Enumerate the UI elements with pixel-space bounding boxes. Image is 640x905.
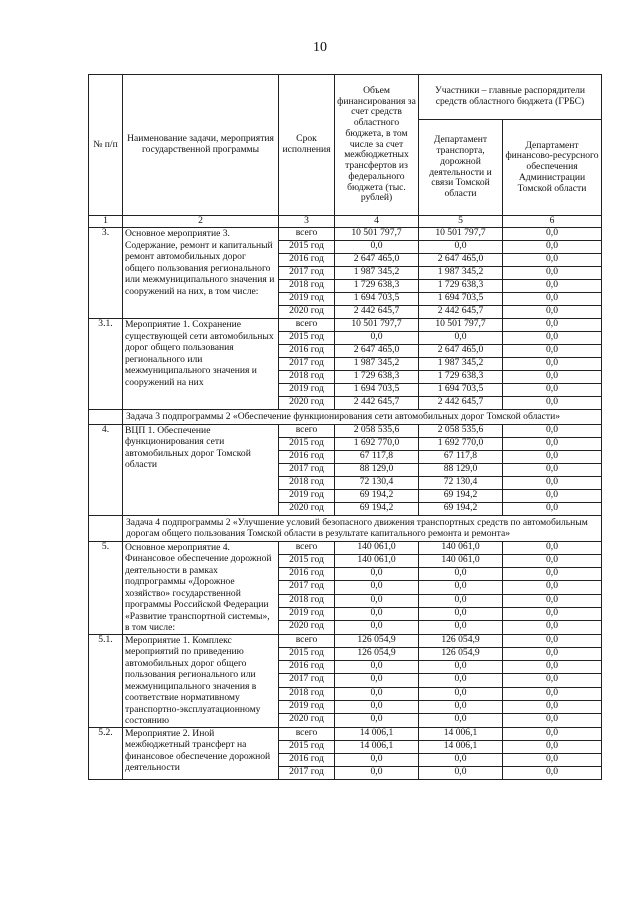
table-row [89, 634, 602, 647]
dept-transport-cell: 0,0 [419, 581, 503, 594]
year-cell: всего [279, 727, 335, 740]
item-number: 5. [89, 541, 123, 634]
year-cell: всего [279, 319, 335, 332]
page-number: 10 [313, 40, 327, 55]
year-cell: всего [279, 424, 335, 437]
volume-cell: 10 501 797,7 [335, 319, 419, 332]
volume-cell: 69 194,2 [335, 502, 419, 515]
header-participants: Участники – главные распорядители средств областного бюджета (ГРБС) [419, 75, 602, 120]
year-cell: 2020 год [279, 502, 335, 515]
dept-transport-cell: 140 061,0 [419, 554, 503, 567]
task-title: Задача 4 подпрограммы 2 «Улучшение условий безопасного движения транспортных средств по автомобильным дорогам общего пользования Томской области в результате капитального ремонта и ремонта» [123, 515, 602, 541]
item-name: Основное мероприятие 4. Финансовое обеспечение дорожной деятельности в рамках подпрограммы «Дорожное хозяйство» государственной программы Российской Федерации «Развитие транспортной системы», в том числе: [123, 541, 279, 634]
volume-cell: 0,0 [335, 621, 419, 634]
col-number: 6 [503, 216, 602, 228]
table-row [89, 424, 602, 437]
header-dept-transport: Департамент транспорта, дорожной деятельности и связи Томской области [419, 120, 503, 216]
year-cell: 2019 год [279, 700, 335, 713]
task-no-cell [89, 515, 123, 541]
header-name: Наименование задачи, мероприятия государственной программы [123, 75, 279, 216]
year-cell: 2016 год [279, 753, 335, 766]
column-numbers-row [89, 216, 602, 228]
year-cell: 2018 год [279, 371, 335, 384]
dept-finance-cell: 0,0 [503, 753, 602, 766]
volume-cell: 1 987 345,2 [335, 267, 419, 280]
task-row [89, 515, 602, 541]
volume-cell: 14 006,1 [335, 727, 419, 740]
dept-finance-cell: 0,0 [503, 489, 602, 502]
volume-cell: 67 117,8 [335, 450, 419, 463]
volume-cell: 69 194,2 [335, 489, 419, 502]
dept-finance-cell: 0,0 [503, 607, 602, 620]
dept-finance-cell: 0,0 [503, 661, 602, 674]
year-cell: 2017 год [279, 766, 335, 779]
year-cell: 2016 год [279, 568, 335, 581]
year-cell: 2017 год [279, 267, 335, 280]
year-cell: 2015 год [279, 332, 335, 345]
dept-finance-cell: 0,0 [503, 371, 602, 384]
dept-transport-cell: 10 501 797,7 [419, 228, 503, 241]
task-row [89, 410, 602, 425]
col-number: 4 [335, 216, 419, 228]
table-row [89, 228, 602, 241]
task-title: Задача 3 подпрограммы 2 «Обеспечение функционирования сети автомобильных дорог Томской области» [123, 410, 602, 425]
dept-transport-cell: 0,0 [419, 621, 503, 634]
year-cell: 2020 год [279, 621, 335, 634]
volume-cell: 1 987 345,2 [335, 358, 419, 371]
dept-finance-cell: 0,0 [503, 568, 602, 581]
dept-transport-cell: 126 054,9 [419, 634, 503, 647]
year-cell: 2017 год [279, 581, 335, 594]
dept-transport-cell: 2 442 645,7 [419, 306, 503, 319]
year-cell: 2015 год [279, 647, 335, 660]
dept-transport-cell: 0,0 [419, 568, 503, 581]
dept-transport-cell: 67 117,8 [419, 450, 503, 463]
year-cell: 2016 год [279, 661, 335, 674]
task-no-cell [89, 410, 123, 425]
dept-finance-cell: 0,0 [503, 674, 602, 687]
volume-cell: 0,0 [335, 714, 419, 727]
year-cell: 2017 год [279, 358, 335, 371]
volume-cell: 88 129,0 [335, 463, 419, 476]
item-number: 5.1. [89, 634, 123, 727]
item-number: 3. [89, 228, 123, 319]
dept-finance-cell: 0,0 [503, 358, 602, 371]
year-cell: 2018 год [279, 280, 335, 293]
volume-cell: 0,0 [335, 241, 419, 254]
dept-finance-cell: 0,0 [503, 450, 602, 463]
dept-finance-cell: 0,0 [503, 581, 602, 594]
volume-cell: 72 130,4 [335, 476, 419, 489]
item-name: Мероприятие 1. Сохранение существующей сети автомобильных дорог общего пользования регионального или межмуниципального значения и сооружений на них [123, 319, 279, 410]
dept-transport-cell: 69 194,2 [419, 489, 503, 502]
dept-transport-cell: 0,0 [419, 594, 503, 607]
table-row [89, 319, 602, 332]
dept-finance-cell: 0,0 [503, 241, 602, 254]
volume-cell: 1 692 770,0 [335, 437, 419, 450]
volume-cell: 0,0 [335, 687, 419, 700]
col-number: 3 [279, 216, 335, 228]
dept-transport-cell: 0,0 [419, 687, 503, 700]
col-number: 5 [419, 216, 503, 228]
volume-cell: 2 647 465,0 [335, 254, 419, 267]
dept-transport-cell: 126 054,9 [419, 647, 503, 660]
dept-finance-cell: 0,0 [503, 714, 602, 727]
volume-cell: 0,0 [335, 674, 419, 687]
dept-transport-cell: 0,0 [419, 661, 503, 674]
dept-transport-cell: 0,0 [419, 753, 503, 766]
dept-transport-cell: 14 006,1 [419, 727, 503, 740]
volume-cell: 1 729 638,3 [335, 371, 419, 384]
item-number: 5.2. [89, 727, 123, 779]
col-number: 2 [123, 216, 279, 228]
volume-cell: 126 054,9 [335, 634, 419, 647]
year-cell: 2018 год [279, 687, 335, 700]
year-cell: 2015 год [279, 554, 335, 567]
year-cell: 2017 год [279, 674, 335, 687]
dept-finance-cell: 0,0 [503, 306, 602, 319]
item-name: Мероприятие 2. Иной межбюджетный трансферт на финансовое обеспечение дорожной деятельности [123, 727, 279, 779]
dept-finance-cell: 0,0 [503, 687, 602, 700]
year-cell: всего [279, 541, 335, 554]
dept-finance-cell: 0,0 [503, 424, 602, 437]
year-cell: 2019 год [279, 293, 335, 306]
col-number: 1 [89, 216, 123, 228]
dept-finance-cell: 0,0 [503, 345, 602, 358]
year-cell: 2016 год [279, 450, 335, 463]
year-cell: 2019 год [279, 489, 335, 502]
year-cell: 2020 год [279, 306, 335, 319]
dept-transport-cell: 1 694 703,5 [419, 293, 503, 306]
dept-transport-cell: 0,0 [419, 241, 503, 254]
volume-cell: 2 647 465,0 [335, 345, 419, 358]
dept-transport-cell: 1 987 345,2 [419, 267, 503, 280]
dept-transport-cell: 140 061,0 [419, 541, 503, 554]
dept-finance-cell: 0,0 [503, 700, 602, 713]
dept-finance-cell: 0,0 [503, 740, 602, 753]
year-cell: 2020 год [279, 714, 335, 727]
volume-cell: 0,0 [335, 332, 419, 345]
dept-transport-cell: 0,0 [419, 700, 503, 713]
year-cell: 2018 год [279, 476, 335, 489]
volume-cell: 0,0 [335, 607, 419, 620]
year-cell: 2017 год [279, 463, 335, 476]
dept-transport-cell: 2 647 465,0 [419, 345, 503, 358]
dept-finance-cell: 0,0 [503, 280, 602, 293]
dept-transport-cell: 72 130,4 [419, 476, 503, 489]
dept-transport-cell: 1 729 638,3 [419, 280, 503, 293]
dept-finance-cell: 0,0 [503, 766, 602, 779]
dept-transport-cell: 0,0 [419, 674, 503, 687]
volume-cell: 0,0 [335, 700, 419, 713]
volume-cell: 1 694 703,5 [335, 293, 419, 306]
volume-cell: 1 694 703,5 [335, 384, 419, 397]
volume-cell: 2 442 645,7 [335, 397, 419, 410]
table-row [89, 727, 602, 740]
volume-cell: 2 442 645,7 [335, 306, 419, 319]
header-volume: Объем финансирования за счет средств областного бюджета, в том числе за счет межбюджетных трансфертов из федерального бюджета (тыс. рублей) [335, 75, 419, 216]
dept-transport-cell: 2 442 645,7 [419, 397, 503, 410]
dept-finance-cell: 0,0 [503, 463, 602, 476]
dept-transport-cell: 0,0 [419, 607, 503, 620]
dept-finance-cell: 0,0 [503, 228, 602, 241]
volume-cell: 14 006,1 [335, 740, 419, 753]
dept-finance-cell: 0,0 [503, 267, 602, 280]
volume-cell: 1 729 638,3 [335, 280, 419, 293]
dept-transport-cell: 1 694 703,5 [419, 384, 503, 397]
dept-finance-cell: 0,0 [503, 319, 602, 332]
dept-finance-cell: 0,0 [503, 397, 602, 410]
volume-cell: 0,0 [335, 753, 419, 766]
dept-finance-cell: 0,0 [503, 502, 602, 515]
dept-finance-cell: 0,0 [503, 293, 602, 306]
year-cell: 2020 год [279, 397, 335, 410]
financing-table [88, 74, 602, 780]
year-cell: 2016 год [279, 345, 335, 358]
volume-cell: 126 054,9 [335, 647, 419, 660]
header-dept-finance: Департамент финансово-ресурсного обеспечения Администрации Томской области [503, 120, 602, 216]
item-name: Основное мероприятие 3. Содержание, ремонт и капитальный ремонт автомобильных дорог общего пользования регионального или межмуниципального значения и сооружений на них, в том числе: [123, 228, 279, 319]
volume-cell: 0,0 [335, 594, 419, 607]
volume-cell: 0,0 [335, 766, 419, 779]
dept-transport-cell: 1 987 345,2 [419, 358, 503, 371]
year-cell: 2019 год [279, 384, 335, 397]
dept-finance-cell: 0,0 [503, 594, 602, 607]
dept-finance-cell: 0,0 [503, 621, 602, 634]
dept-finance-cell: 0,0 [503, 647, 602, 660]
year-cell: 2015 год [279, 740, 335, 753]
dept-finance-cell: 0,0 [503, 634, 602, 647]
dept-transport-cell: 0,0 [419, 714, 503, 727]
dept-transport-cell: 0,0 [419, 766, 503, 779]
dept-transport-cell: 1 692 770,0 [419, 437, 503, 450]
header-no: № п/п [89, 75, 123, 216]
volume-cell: 2 058 535,6 [335, 424, 419, 437]
year-cell: 2015 год [279, 241, 335, 254]
item-name: Мероприятие 1. Комплекс мероприятий по приведению автомобильных дорог общего пользования регионального или межмуниципального значения в соответствие нормативному транспортно-эксплуатационному состоянию [123, 634, 279, 727]
volume-cell: 0,0 [335, 568, 419, 581]
volume-cell: 0,0 [335, 581, 419, 594]
dept-finance-cell: 0,0 [503, 541, 602, 554]
dept-transport-cell: 69 194,2 [419, 502, 503, 515]
dept-finance-cell: 0,0 [503, 384, 602, 397]
dept-finance-cell: 0,0 [503, 254, 602, 267]
item-number: 4. [89, 424, 123, 515]
dept-transport-cell: 2 058 535,6 [419, 424, 503, 437]
dept-transport-cell: 10 501 797,7 [419, 319, 503, 332]
item-number: 3.1. [89, 319, 123, 410]
header-term: Срок исполнения [279, 75, 335, 216]
dept-finance-cell: 0,0 [503, 727, 602, 740]
dept-finance-cell: 0,0 [503, 332, 602, 345]
table-row [89, 541, 602, 554]
dept-finance-cell: 0,0 [503, 476, 602, 489]
year-cell: 2018 год [279, 594, 335, 607]
dept-transport-cell: 14 006,1 [419, 740, 503, 753]
table-body [89, 228, 602, 780]
volume-cell: 140 061,0 [335, 541, 419, 554]
year-cell: всего [279, 634, 335, 647]
year-cell: 2016 год [279, 254, 335, 267]
dept-transport-cell: 0,0 [419, 332, 503, 345]
dept-finance-cell: 0,0 [503, 554, 602, 567]
volume-cell: 140 061,0 [335, 554, 419, 567]
year-cell: всего [279, 228, 335, 241]
year-cell: 2019 год [279, 607, 335, 620]
dept-finance-cell: 0,0 [503, 437, 602, 450]
dept-transport-cell: 2 647 465,0 [419, 254, 503, 267]
item-name: ВЦП 1. Обеспечение функционирования сети автомобильных дорог Томской области [123, 424, 279, 515]
volume-cell: 10 501 797,7 [335, 228, 419, 241]
dept-transport-cell: 1 729 638,3 [419, 371, 503, 384]
dept-transport-cell: 88 129,0 [419, 463, 503, 476]
year-cell: 2015 год [279, 437, 335, 450]
volume-cell: 0,0 [335, 661, 419, 674]
